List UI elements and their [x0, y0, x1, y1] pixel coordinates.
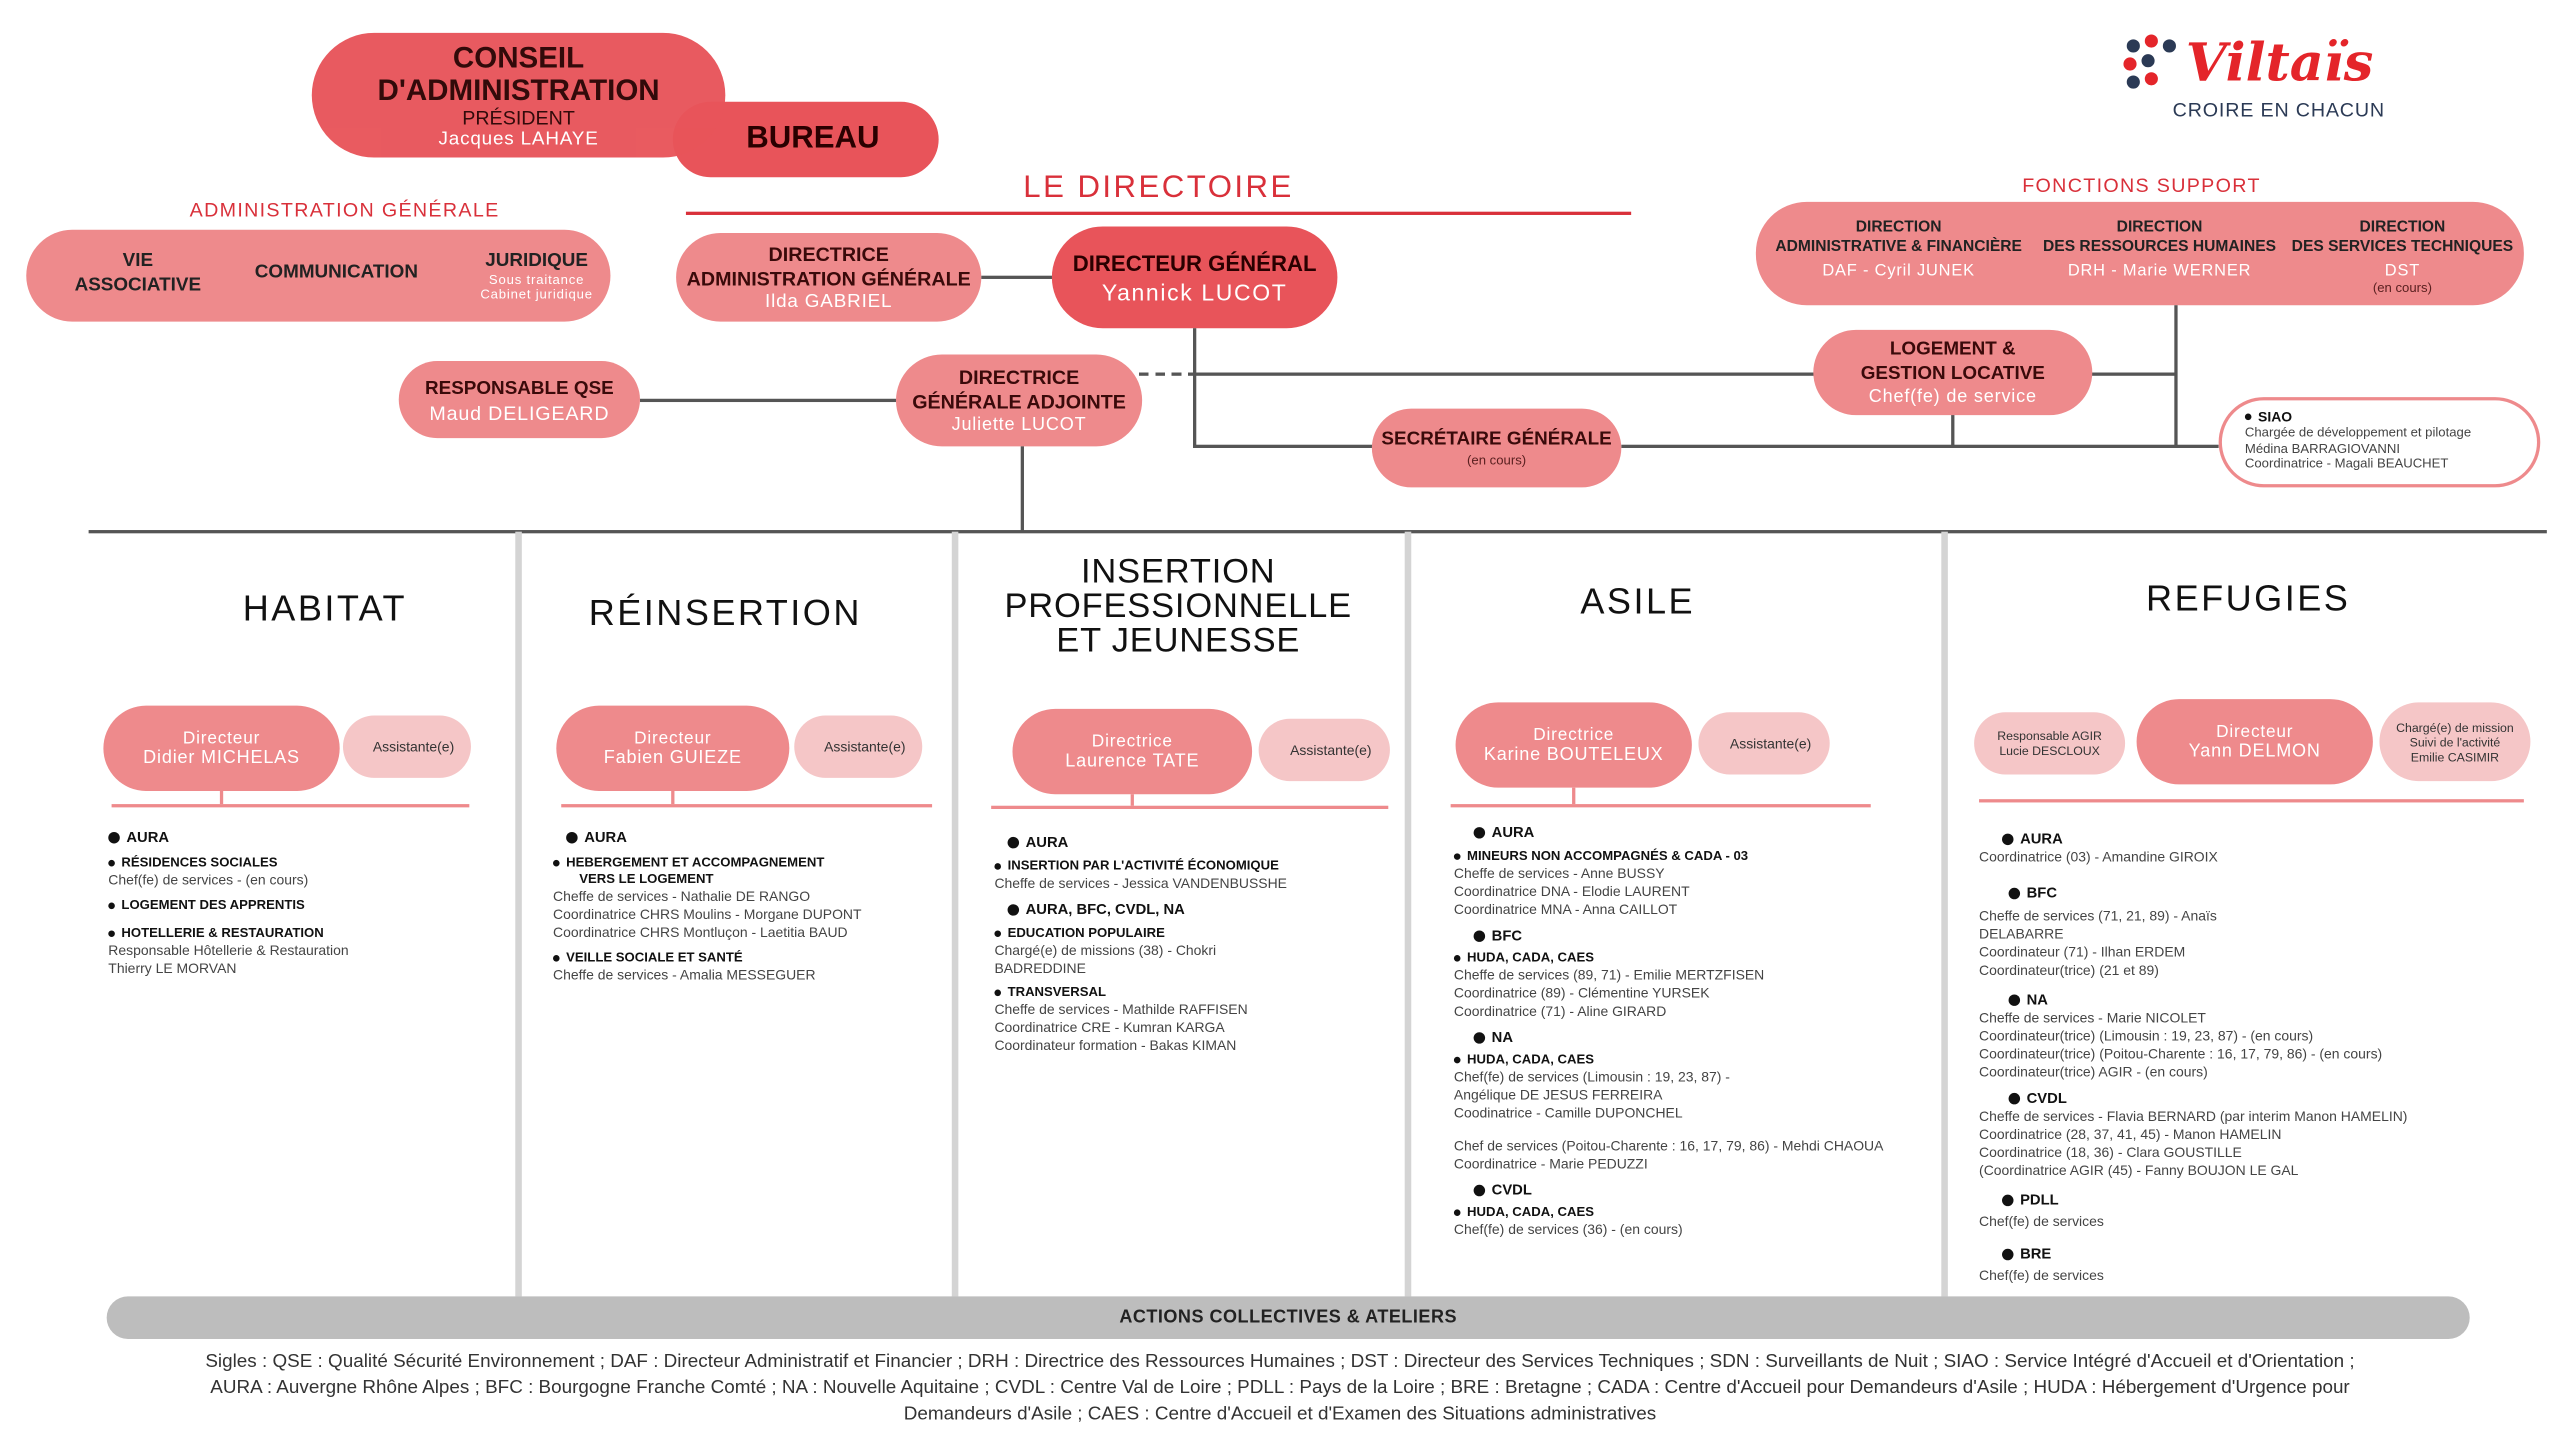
dga-title-1: DIRECTRICE [958, 365, 1080, 389]
reinsertion-rule-stem [671, 791, 673, 804]
bullet-icon [2002, 833, 2013, 844]
dst-title-2: DES SERVICES TECHNIQUES [2291, 237, 2514, 256]
reinsertion-director-role: Directeur [634, 728, 712, 749]
sections-top-line [89, 530, 2547, 533]
reinsertion-director-name: Fabien GUIEZE [603, 748, 742, 768]
reinsertion-item-1-label-2: VERS LE LOGEMENT [579, 871, 714, 887]
asile-director-name: Karine BOUTELEUX [1483, 745, 1664, 765]
bullet-icon [1474, 826, 1485, 837]
habitat-region [108, 829, 502, 845]
drh-title-2: DES RESSOURCES HUMAINES [2043, 237, 2277, 256]
asile-region-2-label: BFC [1491, 927, 1523, 944]
habitat-item-2-label: LOGEMENT DES APPRENTIS [121, 897, 305, 913]
asile-item-3-head [1454, 1052, 1930, 1067]
asile-item-1-label: MINEURS NON ACCOMPAGNÉS & CADA - 03 [1467, 848, 1749, 864]
bullet-icon [566, 831, 577, 842]
habitat-item-3-head [108, 926, 502, 941]
link-admin-dg [981, 276, 1053, 278]
habitat-director-role: Directeur [182, 728, 261, 749]
communication-label: COMMUNICATION [254, 262, 418, 283]
dga-title-2: GÉNÉRALE ADJOINTE [912, 390, 1126, 414]
link-logement-down [1951, 414, 1953, 447]
asile-item-1-line-1: Cheffe de services - Anne BUSSY [1453, 864, 1665, 882]
logo-brand: Viltaïs [2185, 31, 2374, 94]
conseil-title-1: CONSEIL [452, 41, 585, 74]
bullet-icon [2009, 1092, 2020, 1103]
asile-item-1-line-2: Coordinatrice DNA - Elodie LAURENT [1453, 882, 1690, 900]
refugies-region-5 [1979, 1191, 2537, 1207]
bullet-icon [994, 990, 1001, 997]
bullet-icon [2002, 1248, 2013, 1259]
drh-block [2035, 218, 2284, 280]
bullet-icon [1474, 930, 1485, 941]
refugies-b5-line-1: Chef(fe) de services [1979, 1212, 2104, 1230]
habitat-assistant [343, 715, 471, 777]
reinsertion-item-2-label: VEILLE SOCIALE ET SANTÉ [566, 950, 743, 965]
refugies-b2-line-4: Coordinateur(trice) (21 et 89) [1979, 961, 2159, 979]
habitat-item-3-line-2: Thierry LE MORVAN [108, 959, 237, 977]
insertion-region-1-label: AURA [1025, 833, 1069, 851]
logo [2117, 30, 2412, 125]
habitat-region-label: AURA [126, 828, 170, 846]
insertion-item-2-line-2: BADREDDINE [994, 959, 1086, 977]
insertion-title-1: INSERTION [1081, 553, 1276, 591]
asile-region-1 [1454, 824, 1930, 840]
logement-title-2: GESTION LOCATIVE [1860, 364, 2045, 384]
bullet-icon [108, 860, 115, 867]
qse-box [399, 361, 640, 438]
bullet-icon [1008, 903, 1019, 914]
refugies-region-1 [1979, 830, 2537, 846]
dst-sub: (en cours) [2372, 280, 2432, 296]
secretaire-sub: (en cours) [1467, 452, 1527, 468]
insertion-list [994, 834, 1398, 1054]
habitat-list [108, 829, 502, 977]
bullet-icon [994, 930, 1001, 937]
refugies-region-6-label: BRE [2020, 1245, 2052, 1262]
refugies-region-2-label: BFC [2026, 884, 2057, 901]
dst-name: DST [2384, 262, 2421, 281]
asile-item-1-line-3: Coordinatrice MNA - Anna CAILLOT [1453, 900, 1678, 918]
asile-item-3-line-4 [1454, 1122, 1930, 1135]
insertion-director [1012, 709, 1252, 794]
directoire-title: LE DIRECTOIRE [1023, 170, 1294, 206]
legend [148, 1349, 2413, 1428]
siao-title-row [2245, 409, 2537, 425]
secretaire-title: SECRÉTAIRE GÉNÉRALE [1381, 429, 1612, 450]
refugies-list [1979, 830, 2537, 1283]
daf-title-1: DIRECTION [1855, 218, 1942, 237]
juridique-title: JURIDIQUE [485, 251, 588, 271]
refugies-region-5-label: PDLL [2020, 1191, 2059, 1208]
bullet-icon [1008, 836, 1019, 847]
daf-name: DAF - Cyril JUNEK [1822, 262, 1975, 281]
siao-line-3: Coordinatrice - Magali BEAUCHET [2244, 456, 2449, 471]
refugies-right-box [2379, 702, 2530, 781]
bullet-icon [553, 955, 560, 962]
reinsertion-item-2-line-1: Cheffe de services - Amalia MESSEGUER [553, 966, 816, 983]
dg-name: Yannick LUCOT [1101, 278, 1288, 306]
actions-label: ACTIONS COLLECTIVES & ATELIERS [1119, 1307, 1458, 1328]
insertion-title [978, 555, 1378, 658]
bullet-icon [108, 903, 115, 910]
asile-region-1-label: AURA [1491, 823, 1535, 841]
refugies-b2-line-3: Coordinateur (71) - Ilhan ERDEM [1979, 943, 2186, 960]
asile-region-4 [1454, 1182, 1930, 1198]
insertion-director-name: Laurence TATE [1065, 751, 1200, 772]
link-dg-down [1193, 328, 1195, 446]
insertion-region-2 [994, 901, 1398, 917]
refugies-b6-line-1: Chef(fe) de services [1979, 1266, 2104, 1284]
bullet-icon [108, 831, 119, 842]
asile-item-3-label: HUDA, CADA, CAES [1467, 1051, 1594, 1067]
insertion-item-2-head [994, 926, 1398, 941]
asile-item-2-label: HUDA, CADA, CAES [1467, 950, 1594, 965]
asile-item-3-line-6: Coordinatrice - Marie PEDUZZI [1453, 1155, 1648, 1172]
reinsertion-item-1-line-3: Coordinatrice CHRS Montluçon - Laetitia BAUD [553, 923, 848, 941]
refugies-b3-line-4: Coordinateur(trice) AGIR - (en cours) [1979, 1063, 2208, 1080]
refugies-region-1-label: AURA [2020, 830, 2063, 847]
secretaire-box [1372, 409, 1621, 488]
refugies-left-box [1974, 712, 2125, 774]
refugies-director-role: Directeur [2216, 722, 2294, 742]
refugies-b4-line-3: Coordinatrice (18, 36) - Clara GOUSTILLE [1979, 1143, 2242, 1161]
conseil-role: PRÉSIDENT [462, 106, 575, 130]
refugies-title: REFUGIES [2146, 577, 2351, 619]
asile-item-2-head [1454, 950, 1930, 965]
drh-title-1: DIRECTION [2116, 218, 2203, 237]
habitat-director [103, 706, 339, 791]
bureau-title: BUREAU [746, 121, 880, 156]
link-support-down [2174, 305, 2176, 446]
asile-rule-stem [1572, 788, 1574, 804]
bullet-icon [2009, 994, 2020, 1005]
refugies-b4-line-4: (Coordinatrice AGIR (45) - Fanny BOUJON LE GAL [1979, 1161, 2299, 1179]
habitat-title: HABITAT [242, 587, 408, 629]
link-dga-dashes [1139, 373, 1195, 375]
logo-tagline: CROIRE EN CHACUN [2172, 98, 2385, 122]
reinsertion-item-1-line-1: Cheffe de services - Nathalie DE RANGO [553, 887, 811, 905]
logement-name: Chef(fe) de service [1868, 387, 2037, 407]
asile-assistant-label: Assistante(e) [1729, 735, 1812, 752]
asile-director [1456, 702, 1692, 787]
actions-band [107, 1296, 2470, 1339]
bullet-icon [994, 863, 1001, 870]
bullet-icon [1454, 1057, 1461, 1064]
dga-box [896, 354, 1142, 446]
qse-name: Maud DELIGEARD [429, 401, 610, 425]
link-logement-support [2091, 373, 2176, 375]
asile-region-2 [1454, 927, 1930, 943]
asile-item-3-line-2: Angélique DE JESUS FERREIRA [1453, 1086, 1663, 1103]
insertion-item-1-label: INSERTION PAR L'ACTIVITÉ ÉCONOMIQUE [1007, 858, 1279, 874]
asile-item-3-line-1: Chef(fe) de services (Limousin : 19, 23, 87) - [1453, 1068, 1730, 1085]
insertion-item-3-line-3: Coordinateur formation - Bakas KIMAN [994, 1037, 1237, 1054]
asile-assistant [1698, 712, 1829, 774]
refugies-right-role-2: Suivi de l'activité [2409, 734, 2501, 750]
bullet-icon [1454, 955, 1461, 962]
legend-line-1: Sigles : QSE : Qualité Sécurité Environnement ; DAF : Directeur Administratif et Financier ; DRH : Directrice des Ressources Humaines ; DST : Directeur des Services Techniques ; SDN : Surveillants de Nuit ; SIAO : Service Intégré d'Accueil et d'Orientation ; [205, 1352, 2355, 1372]
juridique [463, 249, 611, 302]
insertion-region-1 [994, 834, 1398, 850]
reinsertion-item-1-head2 [553, 871, 947, 886]
habitat-item-3-line-1: Responsable Hôtellerie & Restauration [108, 941, 349, 959]
refugies-b2-line-1: Cheffe de services (71, 21, 89) - Anaïs [1979, 907, 2217, 924]
dg-title: DIRECTEUR GÉNÉRAL [1072, 251, 1317, 276]
directrice-admin-name: Ilda GABRIEL [765, 292, 893, 312]
dst-block [2284, 218, 2520, 295]
refugies-left-name: Lucie DESCLOUX [1999, 743, 2100, 759]
asile-region-3-label: NA [1491, 1028, 1514, 1046]
habitat-assistant-label: Assistante(e) [372, 738, 455, 755]
legend-line-2: AURA : Auvergne Rhône Alpes ; BFC : Bourgogne Franche Comté ; NA : Nouvelle Aquitaine ; CVDL : Centre Val de Loire ; PDLL : Pays de la Loire ; BRE : Bretagne ; CADA : Centre d'Accueil pour Demandeurs d'Asile ; HUDA : Hébergement d'Urgence pour [210, 1378, 2350, 1399]
asile-region-3 [1454, 1029, 1930, 1045]
vie-label-2: ASSOCIATIVE [74, 275, 202, 296]
siao-line-1: Chargée de développement et pilotage [2244, 425, 2472, 440]
reinsertion-title: RÉINSERTION [588, 592, 862, 634]
reinsertion-list [553, 829, 947, 983]
insertion-item-2-line-1: Chargé(e) de missions (38) - Chokri [994, 941, 1217, 959]
directrice-admin-title-2: ADMINISTRATION GÉNÉRALE [686, 267, 971, 291]
reinsertion-region-label: AURA [584, 828, 627, 846]
refugies-director [2137, 699, 2373, 784]
vie-label-1: VIE [122, 251, 154, 271]
dg-box [1052, 226, 1338, 328]
bullet-icon [2245, 414, 2252, 421]
asile-item-2-line-1: Cheffe de services (89, 71) - Emilie MERTZFISEN [1453, 966, 1765, 983]
asile-rule [1451, 804, 1871, 806]
legend-line-3: Demandeurs d'Asile ; CAES : Centre d'Accueil et d'Examen des Situations administratives [903, 1404, 1657, 1425]
directrice-admin-title-1: DIRECTRICE [768, 242, 889, 266]
reinsertion-item-1-label: HEBERGEMENT ET ACCOMPAGNEMENT [566, 854, 825, 870]
logement-box [1813, 330, 2092, 415]
refugies-region-4-label: CVDL [2026, 1089, 2067, 1107]
insertion-item-1-line: Cheffe de services - Jessica VANDENBUSSHE [994, 874, 1287, 892]
siao-title: SIAO [2258, 408, 2293, 426]
asile-director-role: Directrice [1533, 725, 1615, 746]
bullet-icon [2009, 887, 2020, 898]
bullet-icon [2002, 1194, 2013, 1205]
insertion-region-2-label: AURA, BFC, CVDL, NA [1025, 900, 1185, 918]
bullet-icon [1474, 1184, 1485, 1195]
habitat-item-1-label: RÉSIDENCES SOCIALES [121, 854, 278, 870]
refugies-rule [1979, 799, 2524, 801]
bullet-icon [108, 930, 115, 937]
asile-item-2-line-3: Coordinatrice (71) - Aline GIRARD [1453, 1002, 1667, 1020]
insertion-rule [991, 806, 1388, 808]
asile-item-4-label: HUDA, CADA, CAES [1467, 1204, 1594, 1220]
separator-1 [515, 532, 522, 1297]
habitat-item-2-head [108, 898, 502, 913]
separator-2 [952, 532, 959, 1297]
asile-item-4-line-1: Chef(fe) de services (36) - (en cours) [1453, 1220, 1683, 1238]
bullet-icon [1454, 853, 1461, 860]
dga-name: Juliette LUCOT [951, 415, 1087, 435]
insertion-item-3-head [994, 985, 1398, 1000]
asile-item-3-line-5: Chef de services (Poitou-Charente : 16, 17, 79, 86) - Mehdi CHAOUA [1453, 1137, 1884, 1154]
link-dg-secretaire [1193, 445, 1374, 447]
directrice-admin-box [676, 233, 981, 322]
siao-box [2219, 397, 2541, 487]
refugies-b1-line-1: Coordinatrice (03) - Amandine GIROIX [1979, 848, 2218, 865]
asile-item-1-head [1454, 848, 1930, 863]
logo-dots-icon [2120, 33, 2186, 92]
reinsertion-region [553, 829, 947, 845]
reinsertion-assistant [794, 715, 922, 777]
insertion-item-3-line-1: Cheffe de services - Mathilde RAFFISEN [994, 1001, 1248, 1018]
habitat-rule-stem [220, 791, 222, 804]
refugies-b3-line-1: Cheffe de services - Marie NICOLET [1979, 1009, 2206, 1026]
logement-title-1: LOGEMENT & [1889, 339, 2016, 360]
bullet-icon [1454, 1209, 1461, 1216]
refugies-director-name: Yann DELMON [2188, 741, 2321, 762]
asile-region-4-label: CVDL [1491, 1181, 1532, 1198]
reinsertion-rule [561, 804, 932, 806]
refugies-region-3 [1979, 991, 2537, 1007]
link-secretaire-siao [1621, 445, 2218, 447]
reinsertion-item-1-head [553, 855, 947, 870]
daf-block [1759, 218, 2038, 280]
juridique-line-1: Sous traitance [488, 272, 585, 288]
asile-item-4-head [1454, 1204, 1930, 1219]
insertion-rule-stem [1131, 794, 1133, 805]
refugies-region-6 [1979, 1246, 2537, 1262]
insertion-item-1-head [994, 858, 1398, 873]
bullet-icon [553, 860, 560, 867]
asile-title: ASILE [1580, 580, 1696, 622]
link-dga-down [1021, 446, 1023, 531]
link-dg-logement [1193, 373, 1817, 375]
insertion-director-role: Directrice [1091, 731, 1173, 752]
fonctions-support-title: FONCTIONS SUPPORT [2022, 173, 2261, 197]
juridique-line-2: Cabinet juridique [480, 287, 593, 302]
refugies-b4-line-1: Cheffe de services - Flavia BERNARD (par interim Manon HAMELIN) [1979, 1107, 2408, 1125]
reinsertion-director [556, 706, 789, 791]
refugies-right-role-1: Chargé(e) de mission [2396, 719, 2514, 735]
asile-item-2-line-2: Coordinatrice (89) - Clémentine YURSEK [1453, 984, 1710, 1002]
separator-4 [1941, 532, 1948, 1297]
refugies-left-role: Responsable AGIR [1997, 728, 2102, 744]
refugies-region-2 [1979, 884, 2537, 900]
insertion-assistant [1259, 719, 1390, 781]
dst-title-1: DIRECTION [2359, 218, 2446, 237]
link-qse-dga [640, 399, 896, 401]
insertion-item-3-label: TRANSVERSAL [1007, 984, 1107, 1000]
vie-associative [59, 249, 217, 298]
insertion-item-2-label: EDUCATION POPULAIRE [1007, 925, 1165, 941]
habitat-rule [112, 804, 470, 806]
insertion-title-2: PROFESSIONNELLE [1004, 587, 1352, 626]
conseil-president-name: Jacques LAHAYE [438, 129, 599, 150]
qse-title: RESPONSABLE QSE [424, 378, 614, 398]
habitat-item-1-line: Chef(fe) de services - (en cours) [108, 871, 309, 888]
reinsertion-item-2-head [553, 950, 947, 965]
habitat-item-1-head [108, 855, 502, 870]
reinsertion-item-1-line-2: Coordinatrice CHRS Moulins - Morgane DUPONT [553, 905, 862, 923]
refugies-b3-line-3: Coordinateur(trice) (Poitou-Charente : 16, 17, 79, 86) - (en cours) [1979, 1045, 2383, 1062]
daf-title-2: ADMINISTRATIVE & FINANCIÈRE [1775, 237, 2022, 256]
refugies-b3-line-2: Coordinateur(trice) (Limousin : 19, 23, 87) - (en cours) [1979, 1027, 2314, 1044]
refugies-b4-line-2: Coordinatrice (28, 37, 41, 45) - Manon HAMELIN [1979, 1125, 2282, 1143]
refugies-b2-line-2: DELABARRE [1979, 925, 2064, 942]
refugies-right-name: Emilie CASIMIR [2410, 749, 2500, 764]
directoire-underline [686, 212, 1631, 214]
asile-list [1454, 824, 1930, 1238]
conseil-title-2: D'ADMINISTRATION [377, 73, 660, 107]
insertion-assistant-label: Assistante(e) [1290, 741, 1372, 759]
habitat-director-name: Didier MICHELAS [143, 748, 300, 768]
drh-name: DRH - Marie WERNER [2067, 262, 2252, 281]
asile-item-3-line-3: Coodinatrice - Camille DUPONCHEL [1453, 1104, 1683, 1121]
insertion-item-3-line-2: Coordinatrice CRE - Kumran KARGA [994, 1019, 1225, 1036]
reinsertion-assistant-label: Assistante(e) [824, 738, 906, 755]
admin-generale-title: ADMINISTRATION GÉNÉRALE [189, 198, 500, 222]
habitat-item-3-label: HOTELLERIE & RESTAURATION [121, 925, 324, 941]
separator-3 [1405, 532, 1412, 1297]
siao-line-2: Médina BARRAGIOVANNI [2244, 440, 2401, 456]
bullet-icon [1474, 1031, 1485, 1042]
insertion-title-3: ET JEUNESSE [1056, 621, 1301, 660]
refugies-region-4 [1979, 1090, 2537, 1106]
refugies-region-3-label: NA [2026, 991, 2048, 1008]
conseil-box [312, 33, 726, 158]
